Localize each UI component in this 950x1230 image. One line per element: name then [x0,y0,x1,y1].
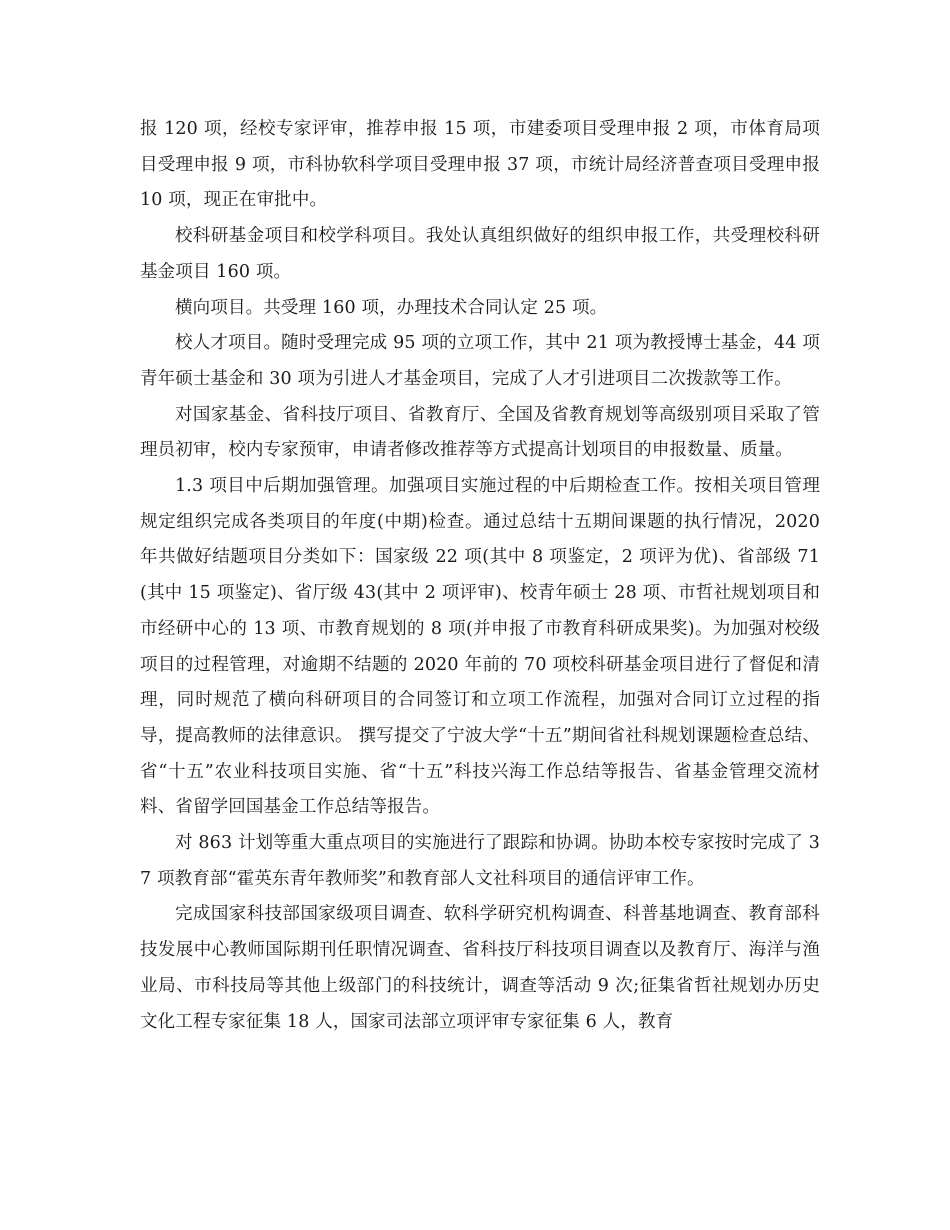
paragraph-talent-projects: 校人才项目。随时受理完成 95 项的立项工作，其中 21 项为教授博士基金，44 项青年硕士基金和 30 项为引进人才基金项目，完成了人才引进项目二次拨款等工作。 [140,333,820,389]
paragraph-mid-late-management: 1.3 项目中后期加强管理。加强项目实施过程的中后期检查工作。按相关项目管理规定组织完成各类项目的年度(中期)检查。通过总结十五期间课题的执行情况，2020 年共做好结题项目分类如下：国家级 22 项(其中 8 项鉴定，2 项评为优)、省部级 71(其中 15 项鉴定)、省厅级 43(其中 2 项评审)、校青年硕士 28 项、市哲社规划项目和市经研中心的 13 项、市教育规划的 8 项(并申报了市教育科研成果奖)。为加强对校级项目的过程管理，对逾期不结题的 2020 年前的 70 项校科研基金项目进行了督促和清理，同时规范了横向科研项目的合同签订和立项工作流程，加强对合同订立过程的指导，提高教师的法律意识。 撰写提交了宁波大学“十五”期间省社科规划课题检查总结、省“十五”农业科技项目实施、省“十五”科技兴海工作总结等报告、省基金管理交流材料、省留学回国基金工作总结等报告。 [140,476,820,818]
paragraph-horizontal-projects: 横向项目。共受理 160 项，办理技术合同认定 25 项。 [175,297,608,318]
paragraph-project-declarations: 报 120 项，经校专家评审，推荐申报 15 项，市建委项目受理申报 2 项，市体育局项目受理申报 9 项，市科协软科学项目受理申报 37 项，市统计局经济普查项目受理申报 10 项，现正在审批中。 [140,119,820,211]
document-body [140,112,820,1040]
paragraph-surveys-and-statistics: 完成国家科技部国家级项目调查、软科学研究机构调查、科普基地调查、教育部科技发展中心教师国际期刊任职情况调查、省科技厅科技项目调查以及教育厅、海洋与渔业局、市科技局等其他上级部门的科技统计，调查等活动 9 次;征集省哲社规划办历史文化工程专家征集 18 人，国家司法部立项评审专家征集 6 人，教育 [140,904,820,1032]
paragraph-major-project-tracking: 对 863 计划等重大重点项目的实施进行了跟踪和协调。协助本校专家按时完成了 37 项教育部“霍英东青年教师奖”和教育部人文社科项目的通信评审工作。 [140,833,820,889]
paragraph-school-fund-projects: 校科研基金项目和校学科项目。我处认真组织做好的组织申报工作，共受理校科研基金项目 160 项。 [140,226,820,282]
paragraph-high-level-projects: 对国家基金、省科技厅项目、省教育厅、全国及省教育规划等高级别项目采取了管理员初审，校内专家预审，申请者修改推荐等方式提高计划项目的申报数量、质量。 [140,404,820,461]
